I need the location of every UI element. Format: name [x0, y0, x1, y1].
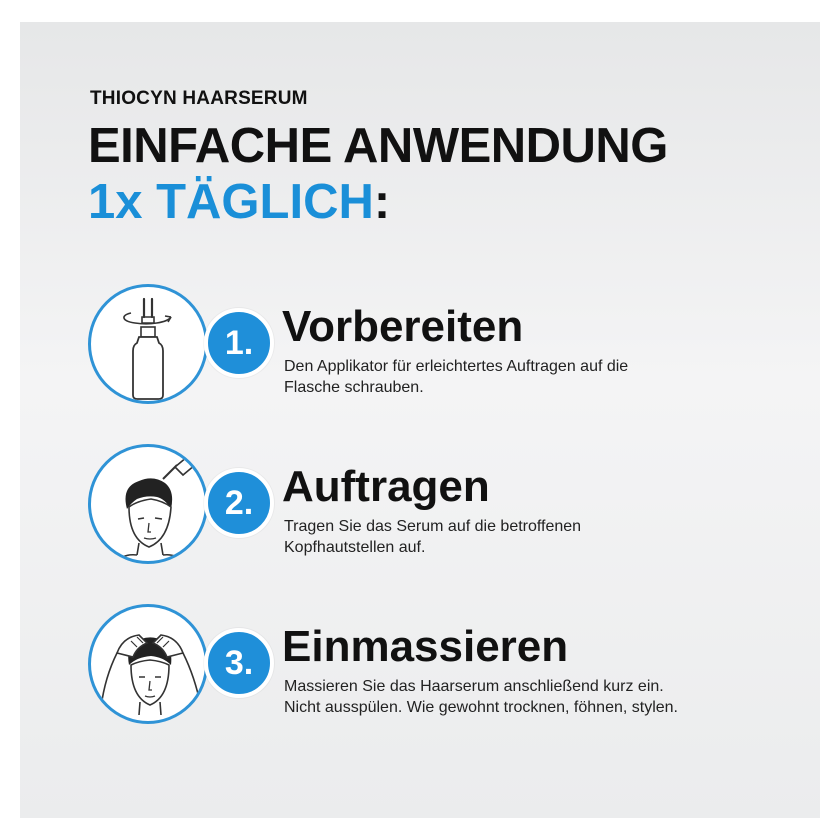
- subtitle-highlight: 1x TÄGLICH: [88, 175, 374, 229]
- step-description: [284, 676, 784, 718]
- step-description: [284, 356, 784, 398]
- page-title: EINFACHE ANWENDUNG: [88, 119, 668, 173]
- bottle-applicator-icon: [88, 284, 208, 404]
- step-number-badge: 1.: [204, 308, 274, 378]
- step-2: [88, 444, 788, 574]
- step-1: [88, 284, 788, 414]
- step-description-line: Tragen Sie das Serum auf die betroffenen: [284, 518, 582, 535]
- head-applying-icon: [88, 444, 208, 564]
- step-description-line: Flasche schrauben.: [284, 379, 424, 396]
- step-title: Auftragen: [282, 462, 490, 511]
- brand-label: THIOCYN HAARSERUM: [90, 88, 308, 109]
- head-massage-icon: [88, 604, 208, 724]
- subtitle-colon: :: [373, 175, 391, 229]
- step-description-line: Massieren Sie das Haarserum anschließend kurz ein.: [284, 678, 664, 695]
- step-number-badge: 2.: [204, 468, 274, 538]
- step-title: Vorbereiten: [282, 302, 524, 351]
- step-3: [88, 604, 788, 734]
- step-number-badge: 3.: [204, 628, 274, 698]
- step-description: [284, 516, 784, 558]
- step-description-line: Kopfhautstellen auf.: [284, 539, 426, 556]
- page-subtitle: [88, 174, 390, 230]
- step-title: Einmassieren: [282, 622, 569, 671]
- step-description-line: Nicht ausspülen. Wie gewohnt trocknen, föhnen, stylen.: [284, 699, 678, 716]
- step-description-line: Den Applikator für erleichtertes Auftragen auf die: [284, 358, 629, 375]
